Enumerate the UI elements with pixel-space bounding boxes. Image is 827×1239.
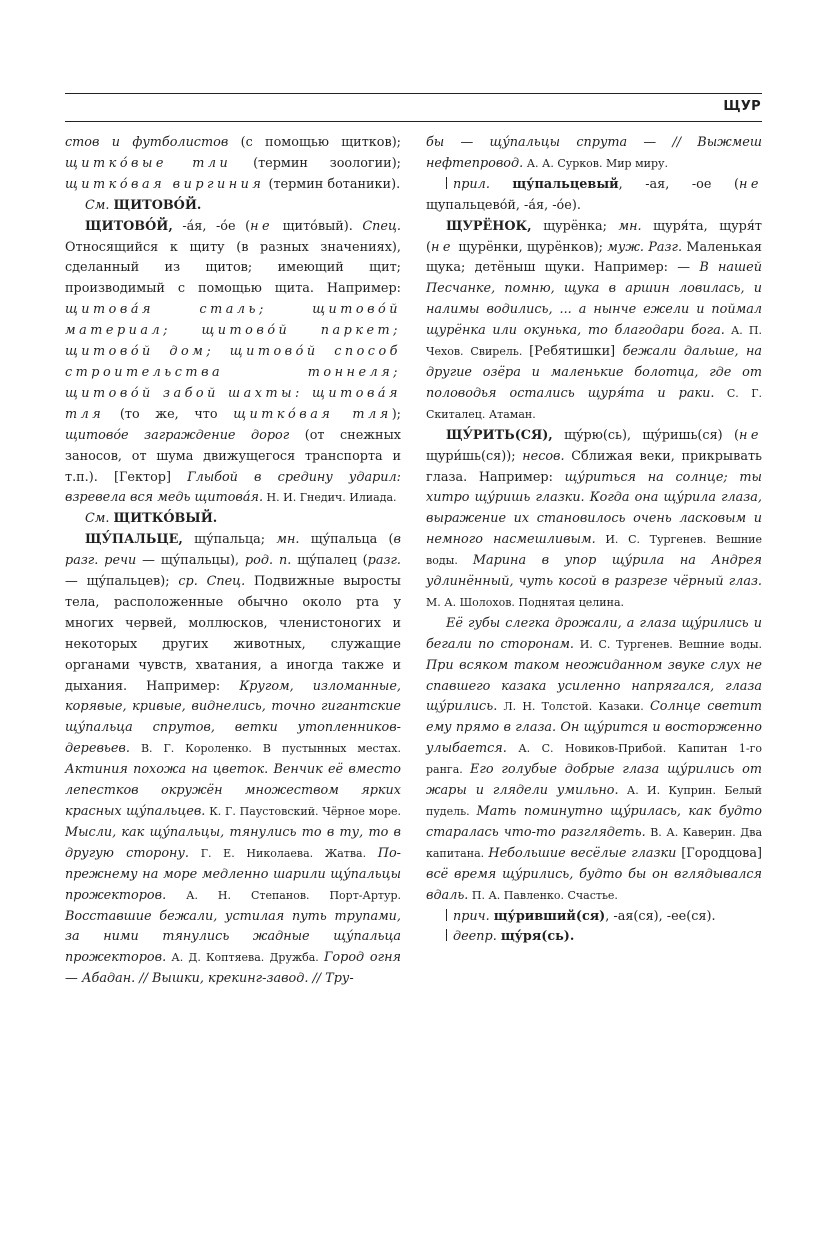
running-head: ЩУР <box>723 99 761 114</box>
text-run: , -ая, -ое ( <box>618 176 739 192</box>
text-run: Актиния похожа на цветок. Венчик её вместо лепестков окружён множеством ярких красных щу́пальцев. <box>65 762 401 819</box>
text-run: Л. Н. Толстой. Казаки. <box>497 700 650 714</box>
text-run: стов и футболистов <box>65 135 229 150</box>
left-column <box>65 133 401 990</box>
text-run: ЩИТОВО́Й, <box>85 218 173 234</box>
text-run: Относящийся к щиту (в разных значениях), сделанный из щитов; имеющий щит; производимый с помощью щита. Например: <box>65 239 401 297</box>
text-run: щури́шь(ся)); <box>426 448 523 464</box>
text-run: не <box>738 427 762 443</box>
text-run: ср. Спец. <box>178 574 246 590</box>
text-run: щитово́е заграждение дорог <box>65 427 290 443</box>
top-rule <box>65 93 762 94</box>
text-run: И. С. Тургенев. Вешние воды. <box>574 637 762 651</box>
text-run: В нашей Песчанке, помню, щука в аршин ловилась, и налимы водились, ... а нынче ежели и поймал щурёнка или окунька, то благодари бога. <box>426 260 762 339</box>
text-run: А. А. Сурков. Мир миру. <box>523 156 668 170</box>
text-run: По-прежнему на море медленно шарили щу́пальцы прожекторов. <box>65 845 401 903</box>
text-run: Город огня — Абадан. // Вышки, крекинг-завод. // Тру- <box>65 950 401 987</box>
text-run: щу́рю(сь), щу́ришь(ся) ( <box>552 427 739 443</box>
text-run: Мать поминутно щу́рилась, как будто старалась что-то разглядеть. <box>426 804 763 840</box>
text-run: (от снежных заносов, от шума движущегося транспорта и т.п.). [Гектор] <box>65 427 401 485</box>
text-run: бы — щу́пальцы спрута — // Выжмеш нефтепровод. <box>426 135 762 171</box>
text-run: А. Н. Степанов. Порт-Артур. <box>166 888 401 902</box>
text-run: Мысли, как щу́пальцы, тянулись то в ту, то в другую сторону. <box>65 824 401 861</box>
text-run: щу́ривший(ся) <box>493 908 606 924</box>
text-run: в разг. речи — <box>65 532 401 569</box>
text-run: муж. Разг. <box>607 239 683 255</box>
text-run: См. <box>85 511 114 527</box>
text-run: (термин зоологии); <box>231 155 401 171</box>
text-run: ЩУРЁНОК, <box>446 218 532 234</box>
text-run: род. п. <box>244 553 292 569</box>
text-run: не <box>738 176 762 192</box>
text-run: А. П. Чехов. Свирель. <box>426 324 762 359</box>
text-run: [Ребятишки] <box>529 344 623 360</box>
header-rule <box>65 121 762 122</box>
paragraph <box>426 217 762 426</box>
text-run: бежали дальше, на другие озёра и маленькие болотца, где от половодья остались щуря́та и раки. <box>426 344 762 401</box>
text-run: (то же, что <box>104 406 234 422</box>
text-run: А. Д. Коптяева. Дружба. <box>166 951 324 965</box>
paragraph <box>426 614 762 907</box>
paragraph <box>426 927 762 948</box>
text-run: Кругом, изломанные, корявые, кривые, виднелись, точно гигантские щу́пальца спрутов, ветки утопленников-деревьев. <box>65 678 401 757</box>
text-run: ЩУ́ПАЛЬЦЕ, <box>85 532 183 548</box>
paragraph <box>65 217 401 510</box>
derivative-marker <box>446 909 447 921</box>
text-run: щупальцево́й, -а́я, -о́е). <box>426 197 581 213</box>
text-run: , -ая(ся), -ее(ся). <box>605 908 716 924</box>
text-run: Солнце светит ему прямо в глаза. Он щу́рится и восторженно улыбается. <box>426 699 763 757</box>
text-run: Восставшие бежали, устилая путь трупами, за ними тянулись жадные щу́пальца прожекторов. <box>65 908 401 966</box>
text-run: несов. <box>522 448 565 464</box>
right-column <box>426 133 762 948</box>
paragraph <box>426 907 762 928</box>
text-run: мн. <box>618 218 642 234</box>
text-run: разг. — <box>65 553 401 590</box>
text-run: Спец. <box>362 218 401 234</box>
text-run: Сближая веки, прикрывать глаза. Например: <box>426 448 762 485</box>
text-run: Н. И. Гнедич. Илиада. <box>263 491 397 505</box>
text-run: ЩУ́РИТЬ(СЯ), <box>446 427 553 443</box>
text-run: См. <box>85 197 114 213</box>
text-run: -а́я, -о́е ( <box>172 218 251 234</box>
text-run: щу́пальца ( <box>299 532 394 548</box>
text-run: щитко́вые тли <box>65 155 232 171</box>
text-run: щу́палец ( <box>291 553 368 569</box>
text-run: щито́вый). <box>273 218 363 234</box>
text-run: щу́ря(сь). <box>500 929 575 945</box>
text-run: (с помощью щитков); <box>228 135 401 150</box>
text-run: Подвижные выросты тела, расположенные обычно около рта у многих червей, моллюсков, членистоногих и некоторых других животных, служащие органами чувств, хватания, а иногда также и дыхания. Например: <box>65 574 401 694</box>
text-run: не <box>250 218 274 234</box>
text-run: В. Г. Короленко. В пустынных местах. <box>129 742 401 756</box>
text-run: прил. <box>453 176 513 192</box>
text-run: прич. <box>453 908 494 924</box>
paragraph <box>426 133 762 175</box>
text-run: При всяком таком неожиданном звуке слух не спавшего казака усиленно напрягался, глаза щу́рились. <box>426 657 762 715</box>
paragraph <box>65 530 401 990</box>
text-run: мн. <box>276 532 300 548</box>
text-run: всё время щу́рились, будто бы он вглядывался вдаль. <box>426 866 762 903</box>
text-run: П. А. Павленко. Счастье. <box>468 888 618 902</box>
derivative-marker <box>446 177 447 189</box>
text-run: Марина в упор щу́рила на Андрея удлинённый, чуть косой в разрезе чёрный глаз. <box>426 553 762 590</box>
paragraph <box>65 509 401 530</box>
text-run: М. А. Шолохов. Поднятая целина. <box>426 595 625 609</box>
text-run: щу́пальцевый <box>512 176 619 192</box>
text-run: Г. Е. Николаева. Жатва. <box>188 846 378 860</box>
text-run: щурёнка; <box>531 218 619 234</box>
text-run: щурёнки, щурёнков); <box>454 239 608 255</box>
text-run: С. Г. Скиталец. Атаман. <box>426 386 763 421</box>
text-run: Маленькая щука; детёныш щуки. Например: — <box>426 239 762 276</box>
text-run: А. И. Куприн. Белый пудель. <box>426 784 762 818</box>
text-run: ЩИТОВО́Й. <box>113 197 202 213</box>
text-run: щу́пальца; <box>182 532 277 548</box>
text-run: щу́пальцев); <box>77 574 179 590</box>
text-run: (термин ботаники). <box>264 176 401 192</box>
text-run: не <box>431 239 455 255</box>
text-run: щу́пальцы), <box>154 553 245 569</box>
text-run: щуря́та, щуря́т ( <box>426 218 762 255</box>
text-run: Глыбой в средину ударил: взревела вся медь щитова́я. <box>65 469 401 506</box>
text-run: [Городцова] <box>681 845 762 861</box>
text-run: В. А. Каверин. Два капитана. <box>426 825 762 860</box>
derivative-marker <box>446 929 447 941</box>
paragraph <box>65 133 401 196</box>
text-run: Её губы слегка дрожали, а глаза щу́рились и бегали по сторонам. <box>426 615 762 652</box>
text-run: щитко́вая виргиния <box>65 176 265 192</box>
paragraph <box>65 196 401 217</box>
text-run: щитко́вая тля <box>233 406 392 422</box>
text-run: деепр. <box>453 929 501 945</box>
paragraph <box>426 426 762 614</box>
text-run: щитова́я сталь; щитово́й материал; щитово́й паркет; щитово́й дом; щитово́й способ строительства тоннеля; щитово́й забой шахты: щитова́я тля <box>65 302 401 422</box>
text-run: Его голубые добрые глаза щу́рились от жары и глядели умильно. <box>426 762 762 799</box>
text-run: ); <box>391 406 401 422</box>
text-run: К. Г. Паустовский. Чёрное море. <box>205 805 401 818</box>
text-run: ЩИТКО́ВЫЙ. <box>113 511 218 527</box>
paragraph <box>426 175 762 217</box>
text-run: А. С. Новиков-Прибой. Капитан 1-го ранга. <box>426 742 762 777</box>
text-run: И. С. Тургенев. Вешние воды. <box>426 533 762 568</box>
text-run: щу́риться на солнце; ты хитро щу́ришь глазки. Когда она щу́рила глаза, выражение их становилось очень ласковым и немного насмешливым. <box>426 469 762 548</box>
text-run: Небольшие весёлые глазки <box>488 845 682 861</box>
